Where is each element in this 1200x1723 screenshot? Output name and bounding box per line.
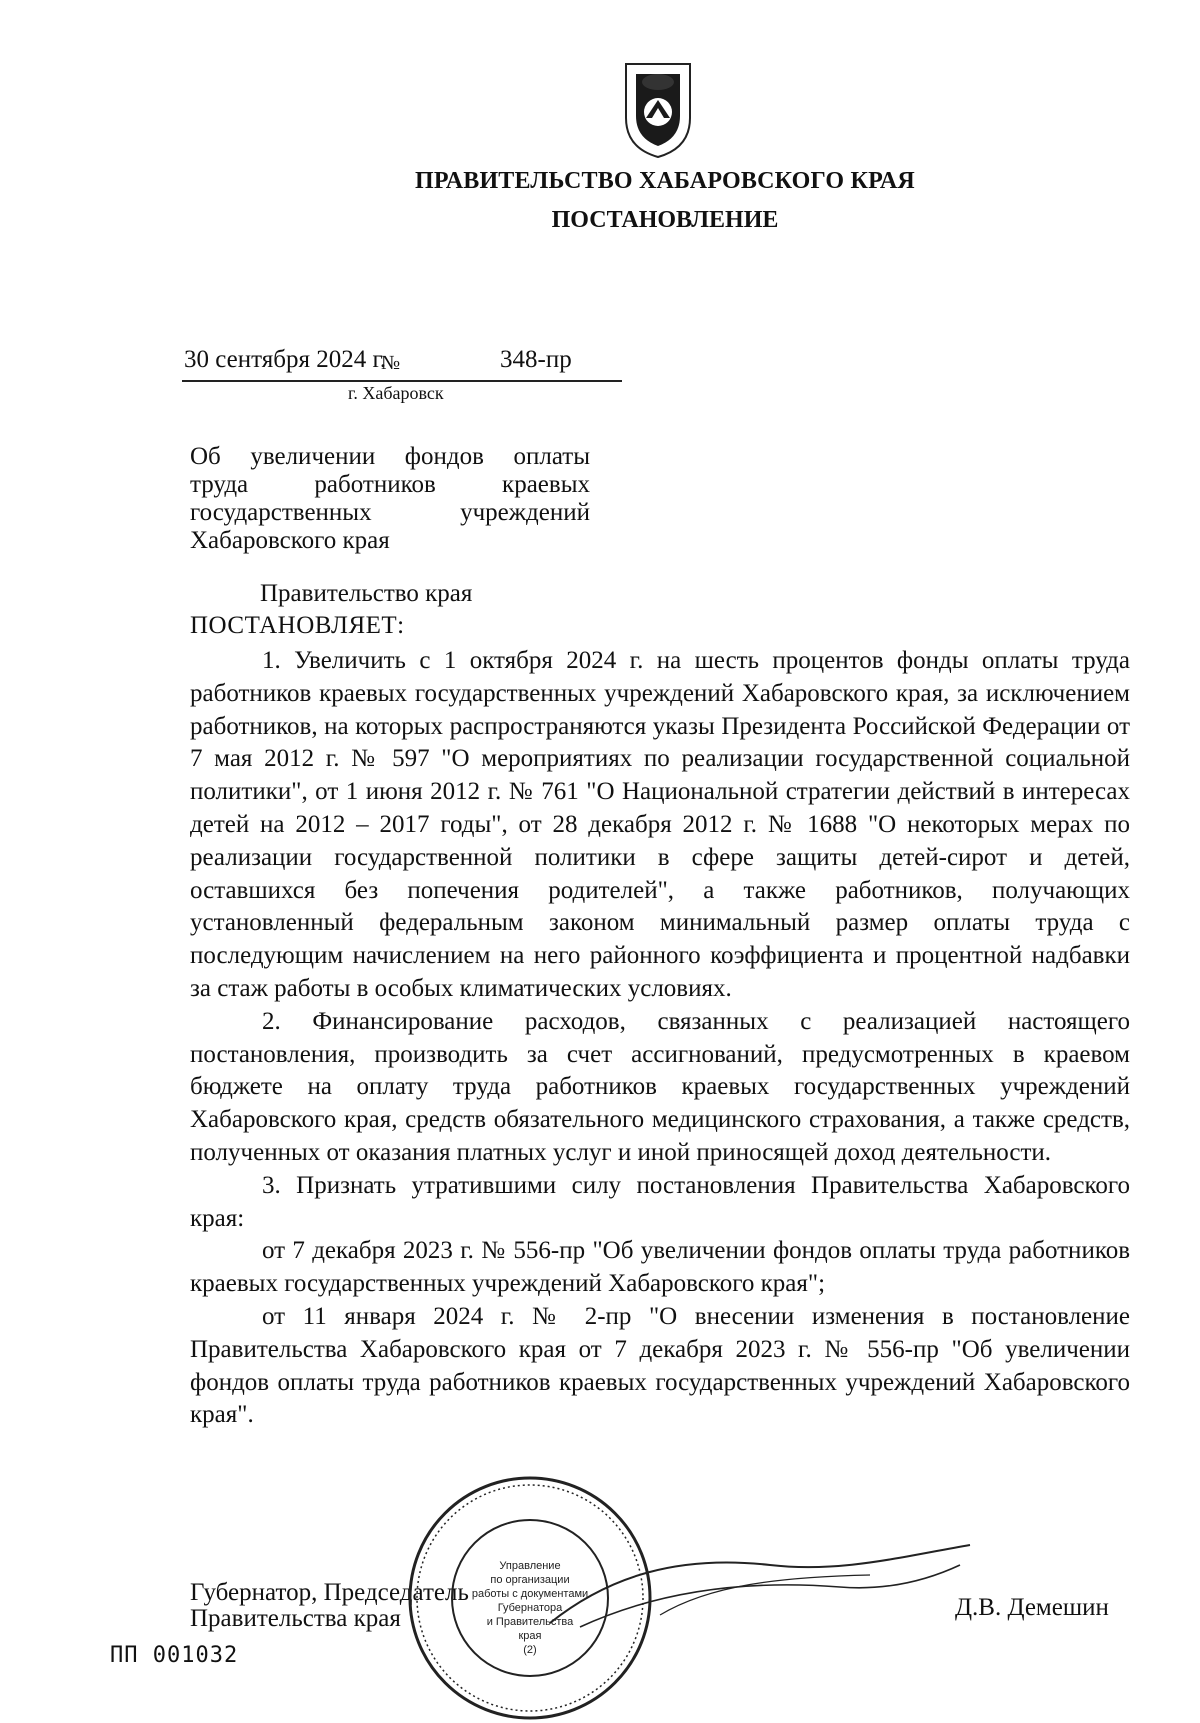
paragraph: 2. Финансирование расходов, связанных с реализацией настоящего постановления, производить за счет ассигнований, предусмотренных в краевом бюджете на оплату труда работников краевых государственных учреждений Хабаровского края, средств обязательного медицинского страхования, а также средств, полученных от оказания платных услуг и иной приносящей доход деятельности. xyxy=(190,1007,1130,1166)
seal-inner-line: Губернатора xyxy=(497,1602,563,1614)
document-body xyxy=(190,645,1130,1432)
paragraph: 1. Увеличить с 1 октября 2024 г. на шесть процентов фонды оплаты труда работников краевых государственных учреждений Хабаровского края, за исключением работников, на которых распространяются указы Президента Российской Федерации от 7 мая 2012 г. № 597 "О мероприятиях по реализации государственной социальной политики", от 1 июня 2012 г. № 761 "О Национальной стратегии действий в интересах детей на 2012 – 2017 годы", от 28 декабря 2012 г. № 1688 "О некоторых мерах по реализации государственной политики в сфере защиты детей-сирот и детей, оставшихся без попечения родителей", а также работников, получающих установленный федеральным законом минимальный размер оплаты труда с последующим начислением на него районного коэффициента и процентной надбавки за стаж работы в особых климатических условиях. xyxy=(190,647,1130,1002)
coat-of-arms-icon xyxy=(620,60,696,160)
date-number-line xyxy=(182,346,622,382)
seal-inner-line: и Правительства xyxy=(486,1616,574,1628)
subject-line: труда работников краевых xyxy=(190,471,590,498)
paragraph: от 7 декабря 2023 г. № 556-пр "Об увеличении фондов оплаты труда работников краевых государственных учреждений Хабаровского края"; xyxy=(190,1237,1130,1298)
signatory-title-line: Правительства края xyxy=(190,1605,401,1632)
official-seal-icon xyxy=(405,1473,655,1723)
form-code: ПП 001032 xyxy=(110,1643,239,1668)
seal-inner-line: Управление xyxy=(499,1560,561,1572)
document-subject xyxy=(190,443,590,555)
seal-inner-line: (2) xyxy=(523,1644,537,1656)
subject-line: Хабаровского края xyxy=(190,527,390,554)
organization-name: ПРАВИТЕЛЬСТВО ХАБАРОВСКОГО КРАЯ xyxy=(415,168,915,194)
subject-line: Об увеличении фондов оплаты xyxy=(190,443,590,470)
document-number: 348-пр xyxy=(500,346,572,373)
paragraph: 3. Признать утратившими силу постановления Правительства Хабаровского края: xyxy=(190,1171,1130,1232)
preamble-decree: ПОСТАНОВЛЯЕТ: xyxy=(190,612,405,639)
seal-inner-line: края xyxy=(518,1630,542,1642)
signatory-title-line: Губернатор, Председатель xyxy=(190,1579,469,1606)
number-sign: № xyxy=(381,352,401,374)
paragraph: от 11 января 2024 г. № 2-пр "О внесении изменения в постановление Правительства Хабаровского края от 7 декабря 2023 г. № 556-пр "Об увеличении фондов оплаты труда работников краевых государственных учреждений Хабаровского края". xyxy=(190,1302,1130,1429)
document-date: 30 сентября 2024 г. xyxy=(184,346,387,373)
document-city: г. Хабаровск xyxy=(348,383,444,403)
seal-inner-line: работы с документами xyxy=(471,1588,589,1600)
subject-line: государственных учреждений xyxy=(190,499,590,526)
preamble-subject: Правительство края xyxy=(260,580,473,607)
document-type: ПОСТАНОВЛЕНИЕ xyxy=(551,207,779,233)
signatory-name: Д.В. Демешин xyxy=(955,1594,1109,1621)
seal-inner-line: по организации xyxy=(490,1574,570,1586)
